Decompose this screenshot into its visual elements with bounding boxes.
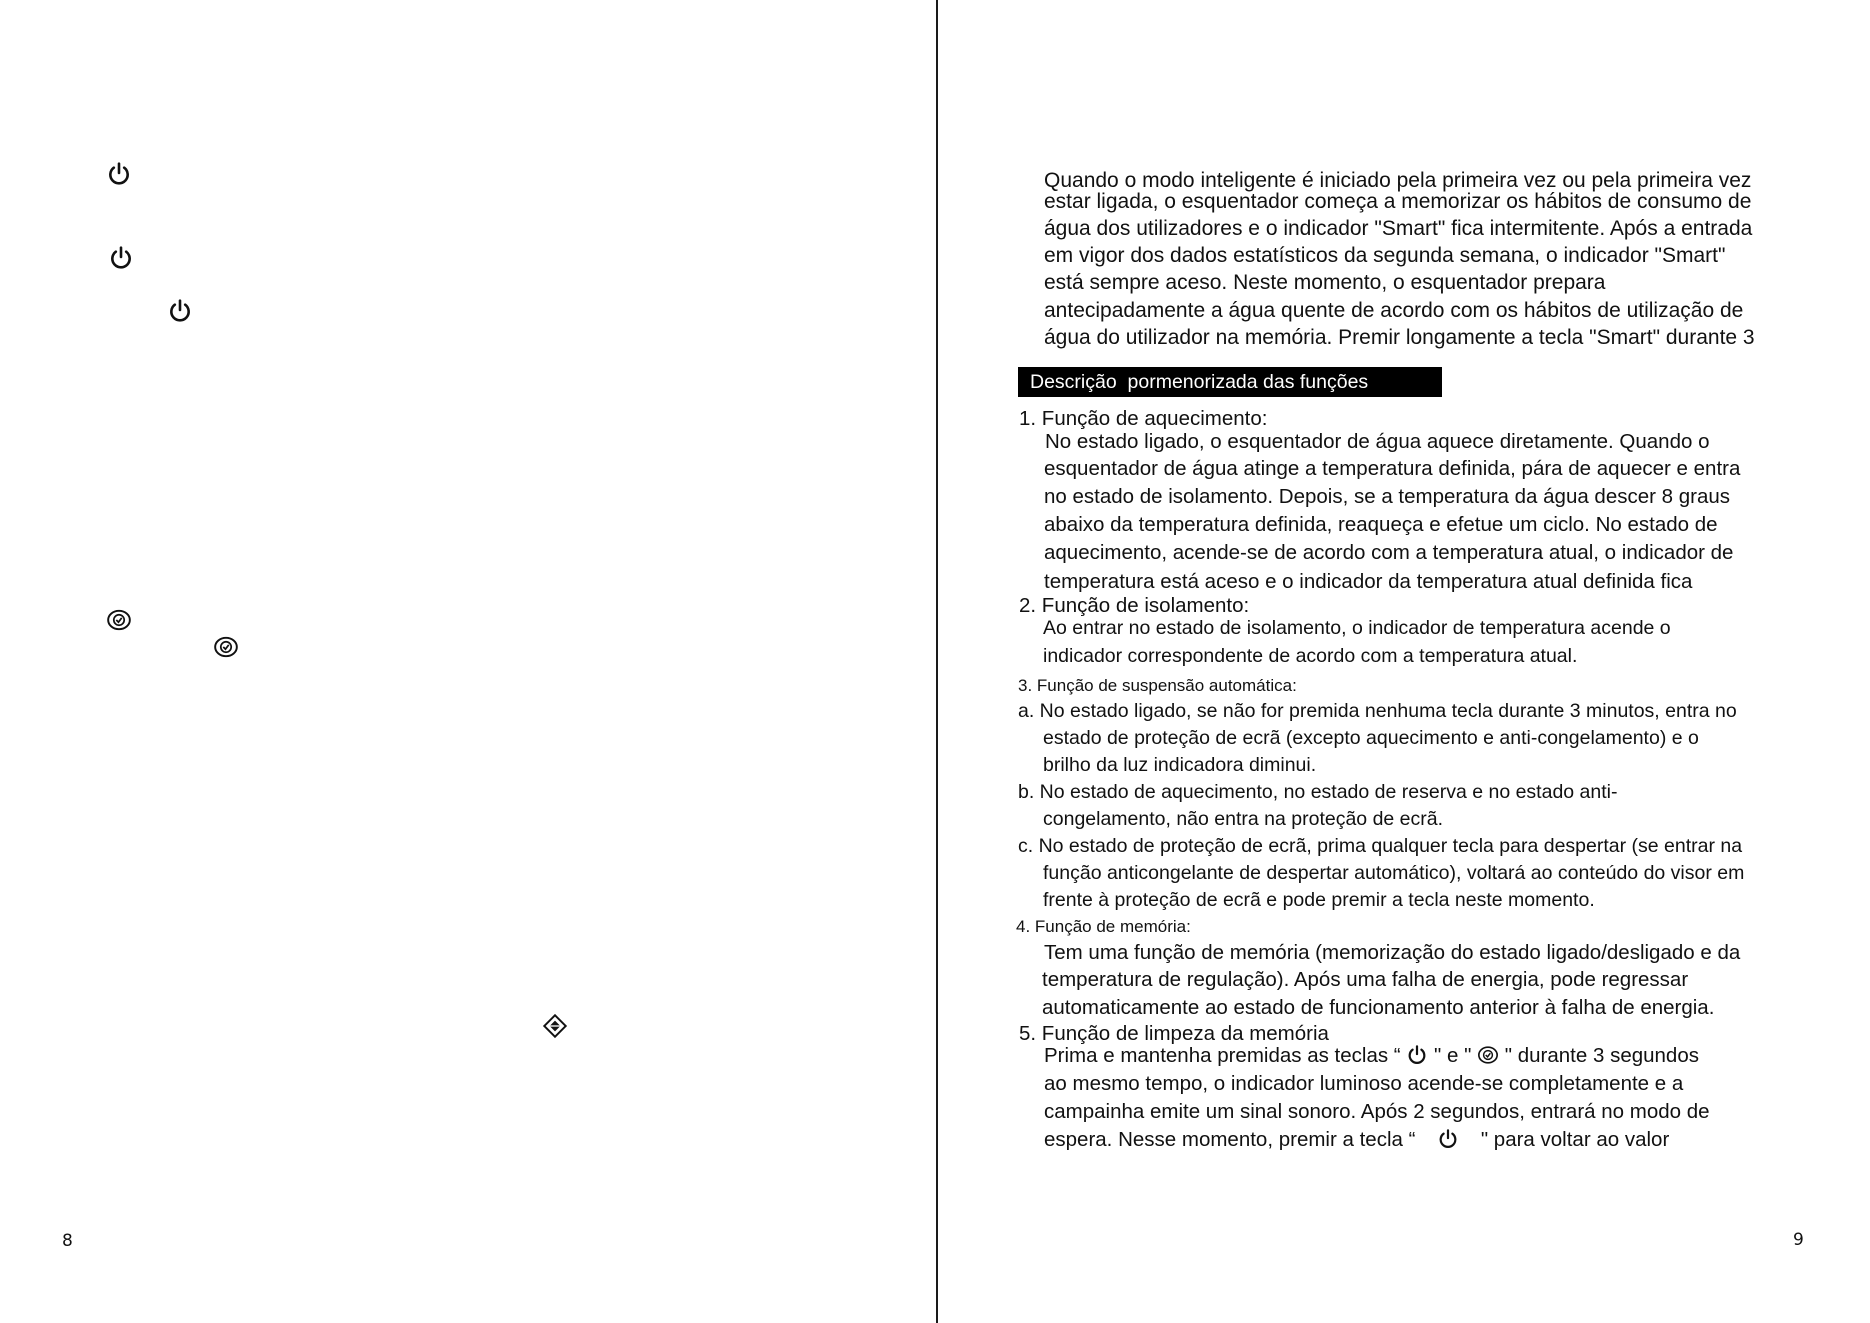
text-line: indicador correspondente de acordo com a temperatura atual.	[1043, 645, 1578, 667]
text-line	[1044, 1042, 1699, 1070]
text-line	[1044, 1126, 1669, 1154]
page-number: 8	[62, 1231, 73, 1251]
text-line: Ao entrar no estado de isolamento, o indicador de temperatura acende o	[1043, 617, 1671, 639]
text-line: No estado ligado, o esquentador de água aquece diretamente. Quando o	[1045, 430, 1710, 453]
section-title: 4. Função de memória:	[1016, 917, 1191, 936]
text-line: congelamento, não entra na proteção de ecrã.	[1043, 808, 1444, 830]
text-line: campainha emite um sinal sonoro. Após 2 segundos, entrará no modo de	[1044, 1100, 1710, 1123]
text-line: frente à proteção de ecrã e pode premir a tecla neste momento.	[1043, 889, 1595, 911]
section-title: 1. Função de aquecimento:	[1019, 407, 1268, 430]
page-divider	[936, 0, 938, 1323]
text-line: está sempre aceso. Neste momento, o esquentador prepara	[1044, 271, 1606, 294]
text-line: estar ligada, o esquentador começa a memorizar os hábitos de consumo de	[1044, 190, 1752, 213]
text-line: aquecimento, acende-se de acordo com a temperatura atual, o indicador de	[1044, 541, 1734, 564]
text-line: b. No estado de aquecimento, no estado de reserva e no estado anti-	[1018, 781, 1618, 803]
text-line: temperatura de regulação). Após uma falha de energia, pode regressar	[1042, 968, 1689, 991]
text-line: abaixo da temperatura definida, reaqueça e efetue um ciclo. No estado de	[1044, 513, 1718, 536]
text-line: brilho da luz indicadora diminui.	[1043, 754, 1317, 776]
text-line: no estado de isolamento. Depois, se a temperatura da água descer 8 graus	[1044, 485, 1731, 508]
text-line: esquentador de água atinge a temperatura definida, pára de aquecer e entra	[1044, 457, 1741, 480]
section-title: 3. Função de suspensão automática:	[1018, 676, 1297, 695]
text-fragment: " durante 3 segundos	[1499, 1044, 1699, 1067]
text-fragment: " e "	[1428, 1044, 1478, 1067]
right-page	[940, 0, 1870, 1323]
section-heading: Descrição pormenorizada das funções	[1018, 367, 1442, 397]
text-line: água do utilizador na memória. Premir longamente a tecla "Smart" durante 3	[1044, 326, 1755, 349]
text-line: função anticongelante de despertar automático), voltará ao conteúdo do visor em	[1043, 862, 1745, 884]
section-title: 5. Função de limpeza da memória	[1019, 1022, 1329, 1045]
power-icon	[1406, 1044, 1428, 1066]
smart-mode-icon	[1477, 1044, 1499, 1066]
text-line: automaticamente ao estado de funcionamento anterior à falha de energia.	[1042, 996, 1715, 1019]
power-icon	[1437, 1128, 1459, 1150]
text-line: antecipadamente a água quente de acordo com os hábitos de utilização de	[1044, 299, 1744, 322]
text-line: estado de proteção de ecrã (excepto aquecimento e anti-congelamento) e o	[1043, 727, 1699, 749]
text-line: água dos utilizadores e o indicador "Smart" fica intermitente. Após a entrada	[1044, 217, 1753, 240]
text-line: Quando o modo inteligente é iniciado pela primeira vez ou pela primeira vez	[1044, 169, 1752, 192]
text-line: ao mesmo tempo, o indicador luminoso acende-se completamente e a	[1044, 1072, 1684, 1095]
power-icon	[106, 161, 132, 187]
eco-diamond-icon	[542, 1013, 568, 1039]
text-line: Tem uma função de memória (memorização do estado ligado/desligado e da	[1044, 941, 1741, 964]
power-icon	[167, 298, 193, 324]
text-fragment: Prima e mantenha premidas as teclas “	[1044, 1044, 1407, 1067]
text-line: c. No estado de proteção de ecrã, prima qualquer tecla para despertar (se entrar na	[1018, 835, 1743, 857]
power-icon	[108, 245, 134, 271]
text-line: a. No estado ligado, se não for premida nenhuma tecla durante 3 minutos, entra no	[1018, 700, 1737, 722]
page-number: 9	[1793, 1230, 1804, 1250]
text-line: em vigor dos dados estatísticos da segunda semana, o indicador "Smart"	[1044, 244, 1726, 267]
smart-mode-icon	[213, 634, 239, 660]
text-fragment: " para voltar ao valor	[1475, 1128, 1670, 1151]
section-title: 2. Função de isolamento:	[1019, 594, 1250, 617]
smart-mode-icon	[106, 607, 132, 633]
text-line: temperatura está aceso e o indicador da temperatura atual definida fica	[1044, 570, 1693, 593]
text-fragment: espera. Nesse momento, premir a tecla “	[1044, 1128, 1422, 1151]
